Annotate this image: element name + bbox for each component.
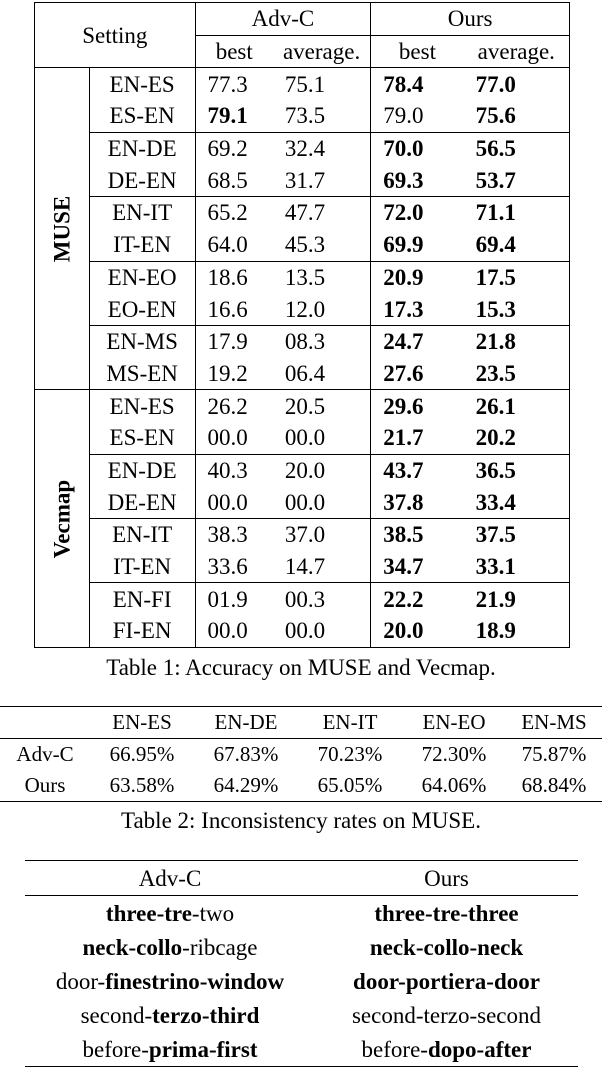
- example-segment: second-terzo-second: [351, 1002, 542, 1028]
- table-row: [0, 770, 602, 802]
- ours-header: Ours: [371, 3, 570, 36]
- table-row: [25, 998, 578, 1032]
- example-segment: door-: [55, 968, 106, 994]
- advc-header: Adv-C: [195, 3, 371, 36]
- ours-average-value: 23.5: [464, 358, 570, 390]
- group-label: MUSE: [49, 195, 75, 263]
- inconsistency-table: [0, 706, 602, 802]
- ours-example: [315, 964, 578, 998]
- ours-average-value: 36.5: [464, 454, 570, 486]
- ours-example: [315, 930, 578, 964]
- advc-best-value: 65.2: [195, 197, 273, 229]
- language-pair: EN-ES: [89, 68, 195, 100]
- table-row: [35, 454, 570, 486]
- rate-value: 68.84%: [506, 770, 602, 802]
- advc-average-value: 00.3: [273, 583, 371, 615]
- column-header: EN-IT: [298, 707, 402, 739]
- column-header: Ours: [315, 861, 578, 896]
- example-segment: before-: [361, 1036, 428, 1062]
- table2-caption: Table 2: Inconsistency rates on MUSE.: [121, 808, 481, 833]
- rate-value: 63.58%: [90, 770, 194, 802]
- language-pair: ES-EN: [89, 422, 195, 454]
- group-label-cell: [35, 390, 90, 648]
- table-row: [35, 100, 570, 132]
- column-header: EN-EO: [402, 707, 506, 739]
- rate-value: 66.95%: [109, 742, 175, 766]
- advc-average-value: 75.1: [273, 68, 371, 100]
- language-pair: EN-IT: [89, 197, 195, 229]
- advc-example: [25, 930, 315, 964]
- ours-best-value: 69.3: [383, 167, 424, 193]
- advc-average-value: 31.7: [273, 164, 371, 196]
- table-row: [25, 1032, 578, 1067]
- language-pair: EN-IT: [89, 519, 195, 551]
- rate-value: 65.05%: [298, 770, 402, 802]
- advc-average-value: 00.0: [273, 422, 371, 454]
- table-row: [35, 261, 570, 293]
- advc-average-value: 00.0: [273, 615, 371, 647]
- advc-average-value: 06.4: [273, 358, 371, 390]
- ours-best-value: 38.5: [371, 519, 464, 551]
- advc-best-value: 19.2: [207, 360, 248, 386]
- advc-average-value: 00.0: [273, 486, 371, 518]
- translation-examples-table: [25, 860, 578, 1067]
- advc-best-value: 26.2: [195, 390, 273, 422]
- ours-average-value: 20.2: [464, 422, 570, 454]
- advc-best-value: 38.3: [195, 519, 273, 551]
- language-pair: EN-FI: [89, 583, 195, 615]
- ours-average-value: 15.3: [464, 293, 570, 325]
- ours-average-value: 33.4: [464, 486, 570, 518]
- ours-average-value: 21.9: [464, 583, 570, 615]
- column-header: EN-MS: [506, 707, 602, 739]
- advc-example: [25, 1032, 315, 1067]
- language-pair: EO-EN: [89, 293, 195, 325]
- ours-best-value: 70.0: [371, 132, 464, 164]
- ours-best-value: 21.7: [383, 425, 424, 451]
- ours-average-value: 77.0: [464, 68, 570, 100]
- rate-value: 70.23%: [317, 742, 383, 766]
- advc-average-value: 47.7: [273, 197, 371, 229]
- language-pair: EN-DE: [89, 132, 195, 164]
- advc-best-value: 77.3: [195, 68, 273, 100]
- ours-average-value: 69.4: [464, 229, 570, 261]
- advc-best-value: 69.2: [195, 132, 273, 164]
- table-row: [35, 519, 570, 551]
- rate-value: 64.06%: [402, 770, 506, 802]
- language-pair: IT-EN: [89, 551, 195, 583]
- example-segment: second-: [80, 1002, 153, 1028]
- advc-best-value: 17.9: [195, 325, 273, 357]
- advc-best-header: best: [195, 35, 273, 68]
- language-pair: EN-ES: [89, 390, 195, 422]
- example-segment: neck-collo-neck: [369, 934, 524, 960]
- ours-best-value: 43.7: [371, 454, 464, 486]
- advc-best-value: 79.1: [207, 103, 248, 129]
- example-segment: terzo-third: [152, 1002, 260, 1028]
- ours-average-value: 18.9: [464, 615, 570, 647]
- advc-best-value: 18.6: [195, 261, 273, 293]
- advc-best-value: 01.9: [195, 583, 273, 615]
- table-row: [35, 325, 570, 357]
- table-row: [35, 486, 570, 518]
- example-segment: three-tre: [105, 900, 192, 926]
- table-row: [35, 615, 570, 647]
- language-pair: DE-EN: [89, 164, 195, 196]
- setting-header: Setting: [35, 3, 196, 68]
- row-label: Ours: [0, 770, 90, 802]
- advc-average-value: 08.3: [273, 325, 371, 357]
- table-row: [35, 583, 570, 615]
- example-segment: prima-first: [148, 1036, 258, 1062]
- column-header: Adv-C: [25, 861, 315, 896]
- table-row: [25, 964, 578, 998]
- advc-average-value: 37.0: [273, 519, 371, 551]
- ours-best-value: 17.3: [383, 296, 424, 322]
- row-label: Adv-C: [16, 742, 74, 766]
- ours-average-value: 71.1: [464, 197, 570, 229]
- example-segment: -ribcage: [182, 934, 258, 960]
- ours-average-value: 17.5: [464, 261, 570, 293]
- table-row: [35, 551, 570, 583]
- advc-best-value: 00.0: [207, 425, 248, 451]
- table-row: [35, 197, 570, 229]
- advc-average-value: 12.0: [273, 293, 371, 325]
- ours-best-value: 27.6: [383, 360, 424, 386]
- advc-example: [25, 998, 315, 1032]
- column-header: [0, 707, 90, 739]
- rate-value: 75.87%: [521, 742, 587, 766]
- column-header: EN-ES: [90, 707, 194, 739]
- language-pair: EN-EO: [89, 261, 195, 293]
- language-pair: FI-EN: [89, 615, 195, 647]
- ours-best-value: 29.6: [371, 390, 464, 422]
- example-segment: neck-collo: [82, 934, 183, 960]
- ours-average-value: 21.8: [464, 325, 570, 357]
- advc-example: [25, 964, 315, 998]
- language-pair: ES-EN: [89, 100, 195, 132]
- advc-average-header: average.: [273, 35, 371, 68]
- table-row: [35, 132, 570, 164]
- group-label: Vecmap: [49, 479, 75, 558]
- ours-best-value: 72.0: [371, 197, 464, 229]
- ours-average-value: 53.7: [464, 164, 570, 196]
- rate-value: 64.29%: [194, 770, 298, 802]
- example-segment: -two: [191, 900, 235, 926]
- ours-example: [315, 896, 578, 931]
- advc-average-value: 45.3: [273, 229, 371, 261]
- advc-best-value: 68.5: [207, 167, 248, 193]
- ours-best-value: 22.2: [371, 583, 464, 615]
- ours-average-value: 33.1: [464, 551, 570, 583]
- ours-best-value: 79.0: [383, 103, 424, 129]
- rate-value: 72.30%: [421, 742, 487, 766]
- advc-best-value: 00.0: [195, 615, 273, 647]
- advc-best-value: 16.6: [207, 296, 248, 322]
- language-pair: MS-EN: [89, 358, 195, 390]
- example-segment: before-: [82, 1036, 149, 1062]
- example-segment: finestrino-window: [105, 968, 285, 994]
- advc-best-value: 64.0: [207, 232, 248, 258]
- header-row: [25, 861, 578, 896]
- advc-best-value: 40.3: [195, 454, 273, 486]
- table-row: [25, 930, 578, 964]
- ours-average-value: 37.5: [464, 519, 570, 551]
- accuracy-table: [34, 2, 570, 648]
- table-row: [35, 229, 570, 261]
- language-pair: EN-DE: [89, 454, 195, 486]
- ours-average-header: average.: [464, 35, 570, 68]
- ours-best-value: 20.0: [371, 615, 464, 647]
- ours-best-value: 24.7: [371, 325, 464, 357]
- table-row: [35, 358, 570, 390]
- ours-best-value: 78.4: [371, 68, 464, 100]
- ours-example: [315, 1032, 578, 1067]
- example-segment: door-portiera-door: [353, 968, 540, 994]
- table-row: [25, 896, 578, 931]
- ours-average-value: 26.1: [464, 390, 570, 422]
- ours-best-value: 69.9: [383, 232, 424, 258]
- ours-average-value: 56.5: [464, 132, 570, 164]
- language-pair: DE-EN: [89, 486, 195, 518]
- language-pair: EN-MS: [89, 325, 195, 357]
- advc-best-value: 00.0: [207, 489, 248, 515]
- table-row: [35, 390, 570, 422]
- ours-best-value: 20.9: [371, 261, 464, 293]
- advc-average-value: 73.5: [273, 100, 371, 132]
- table-row: [35, 293, 570, 325]
- table-row: [35, 68, 570, 100]
- ours-best-header: best: [371, 35, 464, 68]
- group-label-cell: [35, 68, 90, 390]
- column-header: EN-DE: [194, 707, 298, 739]
- advc-average-value: 20.0: [273, 454, 371, 486]
- table-row: [35, 164, 570, 196]
- table-row: [0, 739, 602, 771]
- advc-best-value: 33.6: [207, 554, 248, 580]
- ours-best-value: 37.8: [383, 489, 424, 515]
- ours-best-value: 34.7: [383, 554, 424, 580]
- ours-example: [315, 998, 578, 1032]
- advc-average-value: 32.4: [273, 132, 371, 164]
- language-pair: IT-EN: [89, 229, 195, 261]
- rate-value: 67.83%: [213, 742, 279, 766]
- advc-average-value: 20.5: [273, 390, 371, 422]
- advc-average-value: 13.5: [273, 261, 371, 293]
- table-row: [35, 422, 570, 454]
- example-segment: three-tre-three: [374, 900, 519, 926]
- ours-average-value: 75.6: [464, 100, 570, 132]
- advc-average-value: 14.7: [273, 551, 371, 583]
- example-segment: dopo-after: [427, 1036, 532, 1062]
- advc-example: [25, 896, 315, 931]
- table1-caption: Table 1: Accuracy on MUSE and Vecmap.: [106, 655, 496, 680]
- header-row: [0, 707, 602, 739]
